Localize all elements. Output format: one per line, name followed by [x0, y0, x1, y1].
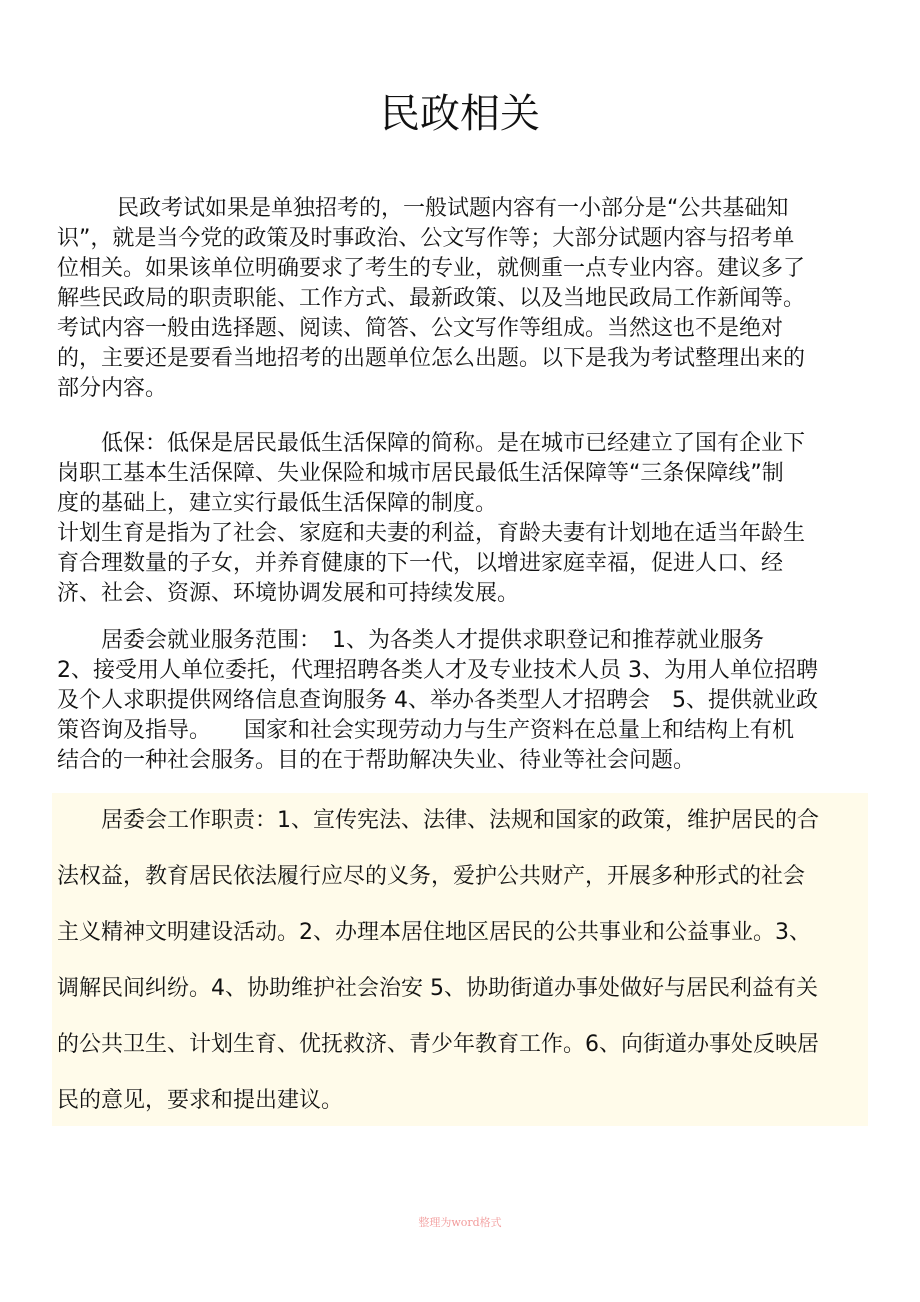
text-line: 民政考试如果是单独招考的，一般试题内容有一小部分是“公共基础知: [117, 196, 789, 221]
text-line: 的，主要还是要看当地招考的出题单位怎么出题。以下是我为考试整理出来的: [57, 346, 806, 371]
paragraph-committee-duties: [57, 806, 847, 1142]
paragraph-dibao: [57, 429, 847, 609]
text-line: 主义精神文明建设活动。2、办理本居住地区居民的公共事业和公益事业。3、: [57, 920, 811, 945]
text-line: 居委会就业服务范围： 1、为各类人才提供求职登记和推荐就业服务: [101, 628, 764, 653]
paragraph-exam-intro: [57, 194, 847, 404]
text-line: 考试内容一般由选择题、阅读、简答、公文写作等组成。当然这也不是绝对: [57, 316, 784, 341]
text-line: 2、接受用人单位委托，代理招聘各类人才及专业技术人员 3、为用人单位招聘: [57, 658, 818, 683]
text-line: 济、社会、资源、环境协调发展和可持续发展。: [57, 581, 520, 606]
text-line: 部分内容。: [57, 376, 168, 401]
text-line: 策咨询及指导。 国家和社会实现劳动力与生产资料在总量上和结构上有机: [57, 718, 795, 743]
text-line: 识”，就是当今党的政策及时事政治、公文写作等；大部分试题内容与招考单: [57, 226, 795, 251]
page-title: 民政相关: [380, 91, 540, 137]
paragraph-employment-services: [57, 626, 847, 776]
text-line: 位相关。如果该单位明确要求了考生的专业，就侧重一点专业内容。建议多了: [57, 256, 806, 281]
text-line: 低保：低保是居民最低生活保障的简称。是在城市已经建立了国有企业下: [101, 431, 806, 456]
text-line: 法权益，教育居民依法履行应尽的义务，爱护公共财产，开展多种形式的社会: [57, 864, 806, 889]
page-footer: 整理为word格式: [418, 1216, 502, 1229]
text-line: 及个人求职提供网络信息查询服务 4、举办各类型人才招聘会 5、提供就业政: [57, 688, 818, 713]
text-line: 居委会工作职责：1、宣传宪法、法律、法规和国家的政策，维护居民的合: [101, 808, 819, 833]
text-line: 计划生育是指为了社会、家庭和夫妻的利益，育龄夫妻有计划地在适当年龄生: [57, 521, 806, 546]
text-line: 度的基础上，建立实行最低生活保障的制度。: [57, 491, 498, 516]
text-line: 解些民政局的职责职能、工作方式、最新政策、以及当地民政局工作新闻等。: [57, 286, 806, 311]
text-line: 育合理数量的子女，并养育健康的下一代，以增进家庭幸福，促进人口、经: [57, 551, 784, 576]
text-line: 的公共卫生、计划生育、优抚救济、青少年教育工作。6、向街道办事处反映居: [57, 1032, 819, 1057]
text-line: 调解民间纠纷。4、协助维护社会治安 5、协助街道办事处做好与居民利益有关: [57, 976, 818, 1001]
text-line: 结合的一种社会服务。目的在于帮助解决失业、待业等社会问题。: [57, 748, 696, 773]
text-line: 岗职工基本生活保障、失业保险和城市居民最低生活保障等“三条保障线”制: [57, 461, 784, 486]
text-line: 民的意见，要求和提出建议。: [57, 1088, 344, 1113]
